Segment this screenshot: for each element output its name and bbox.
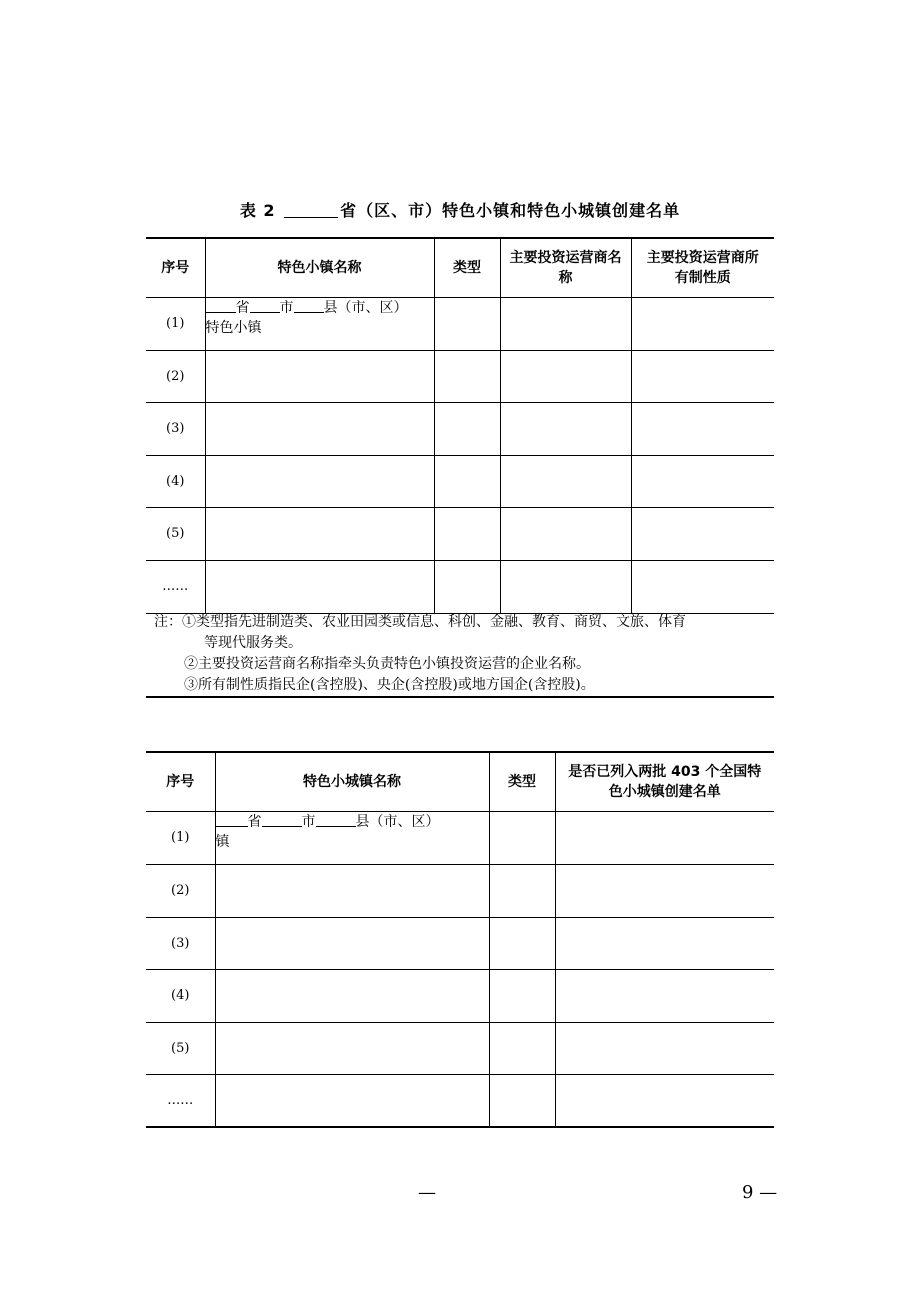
special-small-town-table [146,751,774,1128]
special-town-table [146,237,774,614]
title-blank [284,203,338,218]
type-cell [489,811,555,864]
row-index: (3) [146,917,215,969]
row-index: (4) [146,455,205,507]
table-notes [146,612,774,698]
listed-status-cell [555,811,774,864]
page-number: 9 — [742,1182,778,1203]
header-small-town-name: 特色小城镇名称 [215,752,489,811]
table-row [146,350,774,402]
row-index: (1) [146,811,215,864]
row-index: (1) [146,297,205,350]
row-index: …… [146,560,205,613]
table-row [146,917,774,969]
header-index: 序号 [146,752,215,811]
row-index: …… [146,1074,215,1127]
note-1: 注：①类型指先进制造类、农业田园类或信息、科创、金融、教育、商贸、文旅、体育 [154,614,686,630]
small-town-name-cell: 省 市 县（市、区） 镇 [215,811,489,864]
table-row [146,1022,774,1074]
table-row [146,402,774,455]
note-3: ③所有制性质指民企(含控股)、央企(含控股)或地方国企(含控股)。 [184,677,595,693]
table-row [146,455,774,507]
title-prefix: 表 2 [239,201,276,220]
row-index: (2) [146,350,205,402]
header-index: 序号 [146,238,205,297]
header-investor-ownership: 主要投资运营商所有制性质 [631,238,774,297]
row-index: (2) [146,864,215,917]
row-index: (5) [146,1022,215,1074]
investor-name-cell [500,297,631,350]
table-row [146,297,774,350]
ownership-cell [631,297,774,350]
town-name-cell: 省 市 县（市、区） 特色小镇 [205,297,434,350]
header-town-name: 特色小镇名称 [205,238,434,297]
table-row [146,560,774,613]
note-1-continued: 等现代服务类。 [204,635,302,651]
table-row [146,507,774,560]
note-2: ②主要投资运营商名称指牵头负责特色小镇投资运营的企业名称。 [184,656,590,672]
table-row [146,969,774,1022]
table-title [0,198,920,221]
type-cell [434,297,500,350]
header-listed-status: 是否已列入两批 403 个全国特色小城镇创建名单 [555,752,774,811]
row-index: (3) [146,402,205,455]
table-row [146,811,774,864]
table-row [146,1074,774,1127]
header-type: 类型 [434,238,500,297]
header-investor-name: 主要投资运营商名称 [500,238,631,297]
row-index: (4) [146,969,215,1022]
title-text: 省（区、市）特色小镇和特色小城镇创建名单 [340,201,681,220]
table-row [146,864,774,917]
row-index: (5) [146,507,205,560]
footer-left-dash: — [418,1182,436,1203]
header-type: 类型 [489,752,555,811]
